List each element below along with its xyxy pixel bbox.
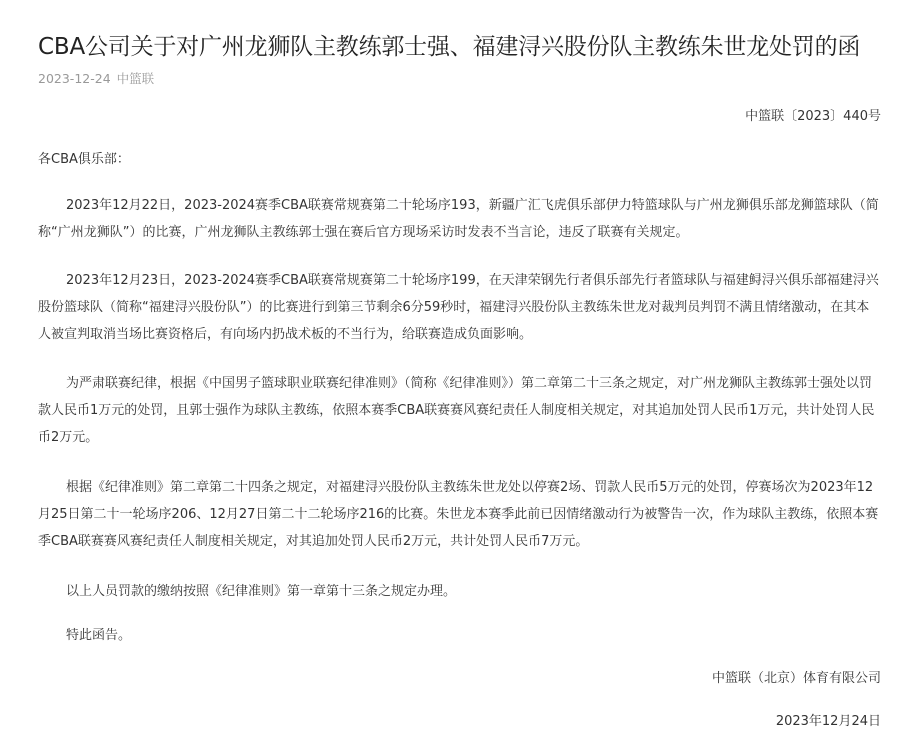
paragraph-2: 2023年12月23日，2023-2024赛季CBA联赛常规赛第二十轮场序199，在天津荣钢先行者俱乐部先行者篮球队与福建鲟浔兴俱乐部福建浔兴股份篮球队（简称“福建浔兴股份队”）的比赛进行到第三节剩余6分59秒时，福建浔兴股份队主教练朱世龙对裁判员判罚不满且情绪激动，在其本人被宣判取消当场比赛资格后，有向场内扔战术板的不当行为，给联赛造成负面影响。 bbox=[38, 273, 879, 342]
paragraph-5: 以上人员罚款的缴纳按照《纪律准则》第一章第十三条之规定办理。 bbox=[66, 584, 457, 599]
paragraph-1: 2023年12月22日，2023-2024赛季CBA联赛常规赛第二十轮场序193，新疆广汇飞虎俱乐部伊力特篮球队与广州龙狮俱乐部龙狮篮球队（简称“广州龙狮队”）的比赛，广州龙狮队主教练郭士强在赛后官方现场采访时发表不当言论，违反了联赛有关规定。 bbox=[38, 198, 879, 240]
article-source: 中篮联 bbox=[116, 71, 155, 86]
article-meta bbox=[38, 70, 154, 88]
paragraph-4: 根据《纪律准则》第二章第二十四条之规定，对福建浔兴股份队主教练朱世龙处以停赛2场、罚款人民币5万元的处罚，停赛场次为2023年12月25日第二十一轮场序206、12月27日第二十二轮场序216的比赛。朱世龙本赛季此前已因情绪激动行为被警告一次，作为球队主教练，依照本赛季CBA联赛赛风赛纪责任人制度相关规定，对其追加处罚人民币2万元，共计处罚人民币7万元。 bbox=[38, 480, 879, 549]
paragraph-3: 为严肃联赛纪律，根据《中国男子篮球职业联赛纪律准则》（简称《纪律准则》）第二章第二十三条之规定，对广州龙狮队主教练郭士强处以罚款人民币1万元的处罚，且郭士强作为球队主教练，依照本赛季CBA联赛赛风赛纪责任人制度相关规定，对其追加处罚人民币1万元，共计处罚人民币2万元。 bbox=[38, 376, 875, 445]
signer: 中篮联（北京）体育有限公司 bbox=[711, 671, 881, 686]
publish-date: 2023-12-24 bbox=[38, 71, 111, 86]
article-page bbox=[38, 0, 884, 756]
document-number: 中篮联〔2023〕440号 bbox=[745, 109, 881, 124]
article-title: CBA公司关于对广州龙狮队主教练郭士强、福建浔兴股份队主教练朱世龙处罚的函 bbox=[38, 34, 861, 60]
paragraph-6: 特此函告。 bbox=[66, 628, 132, 643]
sign-date: 2023年12月24日 bbox=[775, 714, 881, 729]
salutation: 各CBA俱乐部： bbox=[38, 152, 130, 167]
